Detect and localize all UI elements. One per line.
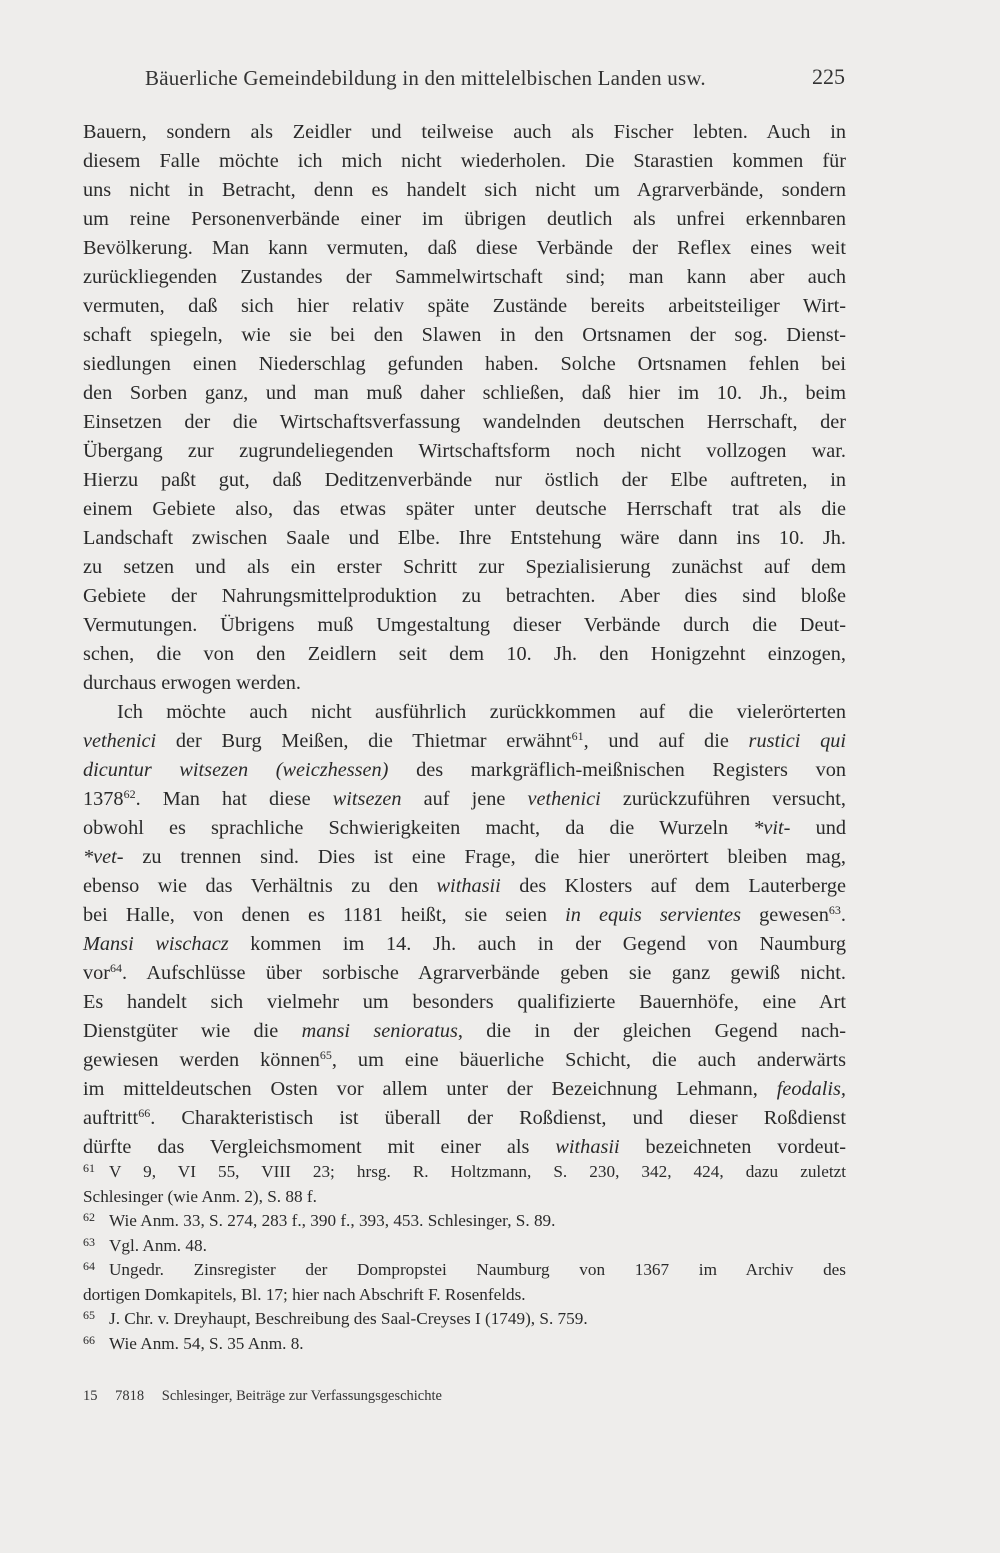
footnote-line: 63 Vgl. Anm. 48. xyxy=(83,1234,207,1255)
text-line xyxy=(83,350,846,379)
footnote-ref: 66 xyxy=(138,1106,151,1120)
text-run: einem Gebiete also, das etwas später unter deutsche Herrschaft trat als die xyxy=(83,498,846,520)
text-line xyxy=(83,321,846,350)
text-run: Dienstgüter wie die xyxy=(83,1020,302,1042)
italic-term: rustici qui xyxy=(748,730,846,752)
text-line xyxy=(83,843,846,872)
text-run: Ich möchte auch nicht ausführlich zurückkommen auf die vielerörterten xyxy=(117,701,846,723)
text-run: uns nicht in Betracht, denn es handelt sich nicht um Agrarverbände, sondern xyxy=(83,179,846,201)
text-run: . Charakteristisch ist überall der Roßdienst, und dieser Roßdienst xyxy=(150,1107,846,1129)
italic-term: in equis servientes xyxy=(565,904,741,926)
text-line xyxy=(83,669,846,698)
text-line xyxy=(83,466,846,495)
text-run: 1378 xyxy=(83,788,124,810)
footnote-text: Schlesinger (wie Anm. 2), S. 88 f. xyxy=(83,1186,317,1206)
text-line xyxy=(83,205,846,234)
text-line xyxy=(83,553,846,582)
footnote-ref: 65 xyxy=(319,1048,332,1062)
footnote-line: 64 Ungedr. Zinsregister der Dompropstei Naumburg von 1367 im Archiv des xyxy=(83,1259,846,1279)
text-run: schen, die von den Zeidlern seit dem 10. Jh. den Honigzehnt einzogen, xyxy=(83,643,846,665)
text-run: gewesen xyxy=(740,904,829,926)
text-run: zurückzuführen versucht, xyxy=(600,788,847,810)
text-line xyxy=(83,727,846,756)
text-line xyxy=(83,408,846,437)
running-title: Bäuerliche Gemeindebildung in den mittelelbischen Landen usw. xyxy=(145,66,706,90)
text-line xyxy=(83,176,846,205)
italic-term: feodalis, xyxy=(776,1078,846,1100)
text-line xyxy=(83,495,846,524)
text-line xyxy=(83,582,846,611)
text-run: obwohl es sprachliche Schwierigkeiten macht, da die Wurzeln xyxy=(83,817,754,839)
text-line xyxy=(83,1075,846,1104)
main-text xyxy=(83,118,846,1162)
text-run: bezeichneten vordeut- xyxy=(619,1136,846,1158)
text-run: , die in der gleichen Gegend nach- xyxy=(457,1020,847,1042)
footnote-text: Ungedr. Zinsregister der Dompropstei Naumburg von 1367 im Archiv des xyxy=(109,1260,846,1279)
text-run: schaft spiegeln, wie sie bei den Slawen in den Ortsnamen der sog. Dienst- xyxy=(83,324,846,346)
text-run: diesem Falle möchte ich mich nicht wiederholen. Die Starastien kommen für xyxy=(83,150,846,172)
text-run: des markgräflich-meißnischen Registers von xyxy=(388,759,846,781)
text-run: zurückliegenden Zustandes der Sammelwirtschaft sind; man kann aber auch xyxy=(83,266,846,288)
text-run: , um eine bäuerliche Schicht, die auch anderwärts xyxy=(331,1049,846,1071)
text-line xyxy=(83,814,846,843)
signature-sheet-number: 15 xyxy=(83,1388,98,1404)
signature-text: Schlesinger, Beiträge zur Verfassungsgeschichte xyxy=(161,1388,442,1404)
text-run: auf jene xyxy=(401,788,528,810)
text-run: , und auf die xyxy=(583,730,749,752)
text-run: der Burg Meißen, die Thietmar erwähnt xyxy=(156,730,572,752)
text-run: Bauern, sondern als Zeidler und teilweise auch als Fischer lebten. Auch in xyxy=(83,121,846,143)
text-line xyxy=(83,1046,846,1075)
footnote-line: 65 J. Chr. v. Dreyhaupt, Beschreibung des Saal-Creyses I (1749), S. 759. xyxy=(83,1308,588,1328)
text-run: zu setzen und als ein erster Schritt zur Spezialisierung zunächst auf dem xyxy=(83,556,846,578)
footnote-ref: 62 xyxy=(123,787,136,801)
text-run: dürfte das Vergleichsmoment mit einer als xyxy=(83,1136,556,1158)
text-run: siedlungen einen Niederschlag gefunden haben. Solche Ortsnamen fehlen bei xyxy=(83,353,846,375)
text-run: Bevölkerung. Man kann vermuten, daß diese Verbände der Reflex eines weit xyxy=(83,237,846,259)
text-line xyxy=(83,698,846,727)
page-header xyxy=(145,66,845,102)
italic-term: *vet- xyxy=(83,846,124,868)
signature-code: 7818 xyxy=(115,1388,145,1404)
footnote-ref: 63 xyxy=(828,903,841,917)
text-run: auftritt xyxy=(83,1107,139,1129)
footnote-text: Vgl. Anm. 48. xyxy=(109,1235,207,1255)
text-line xyxy=(83,930,846,959)
italic-term: witsezen xyxy=(332,788,402,810)
text-line xyxy=(83,611,846,640)
text-run: . xyxy=(840,904,846,926)
text-run: und xyxy=(790,817,846,839)
text-line xyxy=(83,785,846,814)
footnote-line: 61 V 9, VI 55, VIII 23; hrsg. R. Holtzmann, S. 230, 342, 424, dazu zuletzt xyxy=(83,1161,846,1181)
text-run: Hierzu paßt gut, daß Deditzenverbände nur östlich der Elbe auftreten, in xyxy=(83,469,846,491)
text-line xyxy=(83,147,846,176)
footnote-line xyxy=(83,1283,846,1308)
printer-signature xyxy=(83,1388,442,1405)
italic-term: vethenici xyxy=(83,730,157,752)
text-run: gewiesen werden können xyxy=(83,1049,320,1071)
text-line xyxy=(83,234,846,263)
text-line xyxy=(83,1133,846,1162)
text-line xyxy=(83,988,846,1017)
text-run: zu trennen sind. Dies ist eine Frage, die hier unerörtert bleiben mag, xyxy=(123,846,846,868)
text-line xyxy=(83,756,846,785)
text-line xyxy=(83,1104,846,1133)
text-line xyxy=(83,524,846,553)
text-run: des Klosters auf dem Lauterberge xyxy=(500,875,846,897)
text-line xyxy=(83,292,846,321)
footnote-text: Wie Anm. 33, S. 274, 283 f., 390 f., 393, 453. Schlesinger, S. 89. xyxy=(109,1211,556,1230)
footnote-line: 66 Wie Anm. 54, S. 35 Anm. 8. xyxy=(83,1332,304,1353)
text-run: im mitteldeutschen Osten vor allem unter der Bezeichnung Lehmann, xyxy=(83,1078,777,1100)
text-run: Vermutungen. Übrigens muß Umgestaltung dieser Verbände durch die Deut- xyxy=(83,614,846,636)
footnote-line xyxy=(83,1185,846,1210)
text-line xyxy=(83,263,846,292)
text-run: Es handelt sich vielmehr um besonders qualifizierte Bauernhöfe, eine Art xyxy=(83,991,846,1013)
footnote-ref: 64 xyxy=(110,961,123,975)
italic-term: Mansi wischacz xyxy=(83,933,229,955)
text-line xyxy=(83,437,846,466)
footnote-line: 62 Wie Anm. 33, S. 274, 283 f., 390 f., 393, 453. Schlesinger, S. 89. xyxy=(83,1210,556,1230)
text-line xyxy=(83,379,846,408)
text-run: bei Halle, von denen es 1181 heißt, sie seien xyxy=(83,904,566,926)
text-run: Landschaft zwischen Saale und Elbe. Ihre Entstehung wäre dann ins 10. Jh. xyxy=(83,527,846,549)
text-run: Übergang zur zugrundeliegenden Wirtschaftsform noch nicht vollzogen war. xyxy=(83,440,846,462)
italic-term: dicuntur witsezen (weiczhessen) xyxy=(83,759,389,781)
italic-term: vethenici xyxy=(527,788,601,810)
text-run: durchaus erwogen werden. xyxy=(83,672,301,694)
text-line xyxy=(83,901,846,930)
text-run: . Aufschlüsse über sorbische Agrarverbände geben sie ganz gewiß nicht. xyxy=(122,962,846,984)
italic-term: withasii xyxy=(436,875,501,897)
text-line xyxy=(83,118,846,147)
text-line xyxy=(83,959,846,988)
text-run: . Man hat diese xyxy=(135,788,333,810)
text-run: vor xyxy=(83,962,111,984)
text-run: vermuten, daß sich hier relativ späte Zustände bereits arbeitsteiliger Wirt- xyxy=(83,295,846,317)
italic-term: mansi senioratus xyxy=(301,1020,458,1042)
text-line xyxy=(83,640,846,669)
footnote-text: dortigen Domkapitels, Bl. 17; hier nach Abschrift F. Rosenfelds. xyxy=(83,1284,526,1304)
page-number: 225 xyxy=(812,64,845,89)
text-run: Einsetzen der die Wirtschaftsverfassung wandelnden deutschen Herrschaft, der xyxy=(83,411,846,433)
text-run: Gebiete der Nahrungsmittelproduktion zu betrachten. Aber dies sind bloße xyxy=(83,585,846,607)
text-run: kommen im 14. Jh. auch in der Gegend von Naumburg xyxy=(228,933,846,955)
footnote-ref: 61 xyxy=(571,729,584,743)
footnote-text: J. Chr. v. Dreyhaupt, Beschreibung des Saal-Creyses I (1749), S. 759. xyxy=(109,1309,588,1328)
text-run: den Sorben ganz, und man muß daher schließen, daß hier im 10. Jh., beim xyxy=(83,382,846,404)
footnotes xyxy=(83,1160,846,1356)
italic-term: withasii xyxy=(555,1136,620,1158)
text-run: ebenso wie das Verhältnis zu den xyxy=(83,875,437,897)
text-run: um reine Personenverbände einer im übrigen deutlich als unfrei erkennbaren xyxy=(83,208,846,230)
text-line xyxy=(83,872,846,901)
italic-term: *vit- xyxy=(753,817,791,839)
footnote-text: Wie Anm. 54, S. 35 Anm. 8. xyxy=(109,1333,304,1353)
text-line xyxy=(83,1017,846,1046)
footnote-text: V 9, VI 55, VIII 23; hrsg. R. Holtzmann, S. 230, 342, 424, dazu zuletzt xyxy=(109,1162,846,1181)
